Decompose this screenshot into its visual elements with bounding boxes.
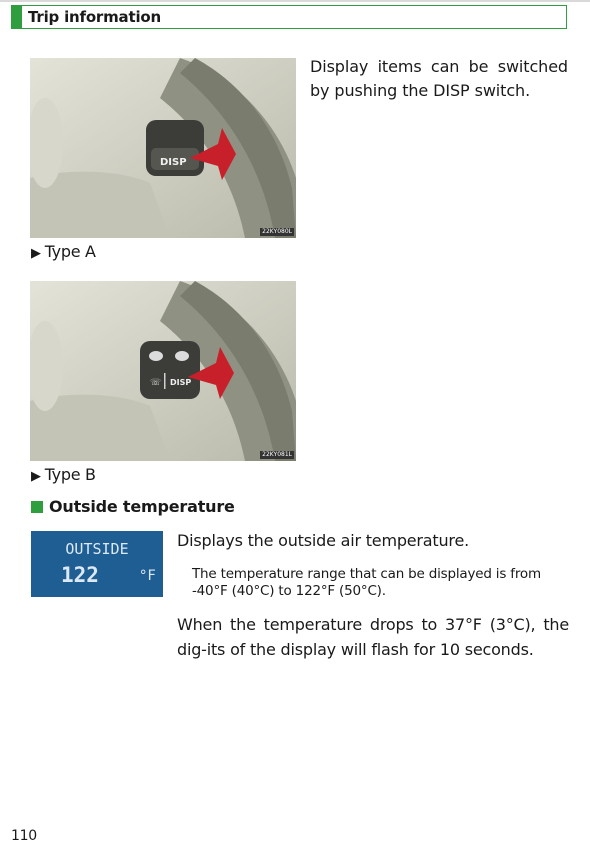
type-label-text: Type B — [44, 465, 96, 484]
page-number: 110 — [11, 828, 37, 844]
outside-temperature-heading — [31, 497, 235, 516]
heading-text: Outside temperature — [49, 497, 235, 516]
type-label-text: Type A — [44, 242, 96, 261]
header-accent-bar — [12, 6, 22, 28]
display-value: 122 — [61, 563, 99, 587]
image-code: 22KY081L — [262, 451, 292, 458]
disp-switch-label: DISP — [160, 157, 187, 168]
green-square-icon — [31, 501, 43, 513]
triangle-bullet-icon: ▶ — [31, 469, 41, 484]
display-unit: °F — [139, 568, 156, 584]
type-b-label — [31, 465, 96, 484]
svg-text:☏: ☏ — [150, 378, 162, 388]
triangle-bullet-icon: ▶ — [31, 246, 41, 261]
section-header — [11, 5, 567, 29]
steering-wheel-photo-type-b — [30, 281, 296, 461]
temperature-range-note: The temperature range that can be displayed is from -40°F (40°C) to 122°F (50°C). — [192, 566, 541, 599]
flash-warning-paragraph: When the temperature drops to 37°F (3°C), the dig-its of the display will flash for 10 seconds. — [177, 615, 569, 659]
image-code: 22KY080L — [262, 228, 292, 235]
disp-switch-label: DISP — [170, 378, 192, 387]
temperature-description: Displays the outside air temperature. — [177, 531, 469, 550]
top-rule — [0, 0, 590, 2]
section-title: Trip information — [28, 8, 161, 26]
type-a-label — [31, 242, 96, 261]
intro-paragraph: Display items can be switched by pushing the DISP switch. — [310, 57, 568, 100]
display-label: OUTSIDE — [65, 540, 129, 558]
temperature-display — [31, 531, 163, 597]
steering-wheel-photo-type-a — [30, 58, 296, 238]
